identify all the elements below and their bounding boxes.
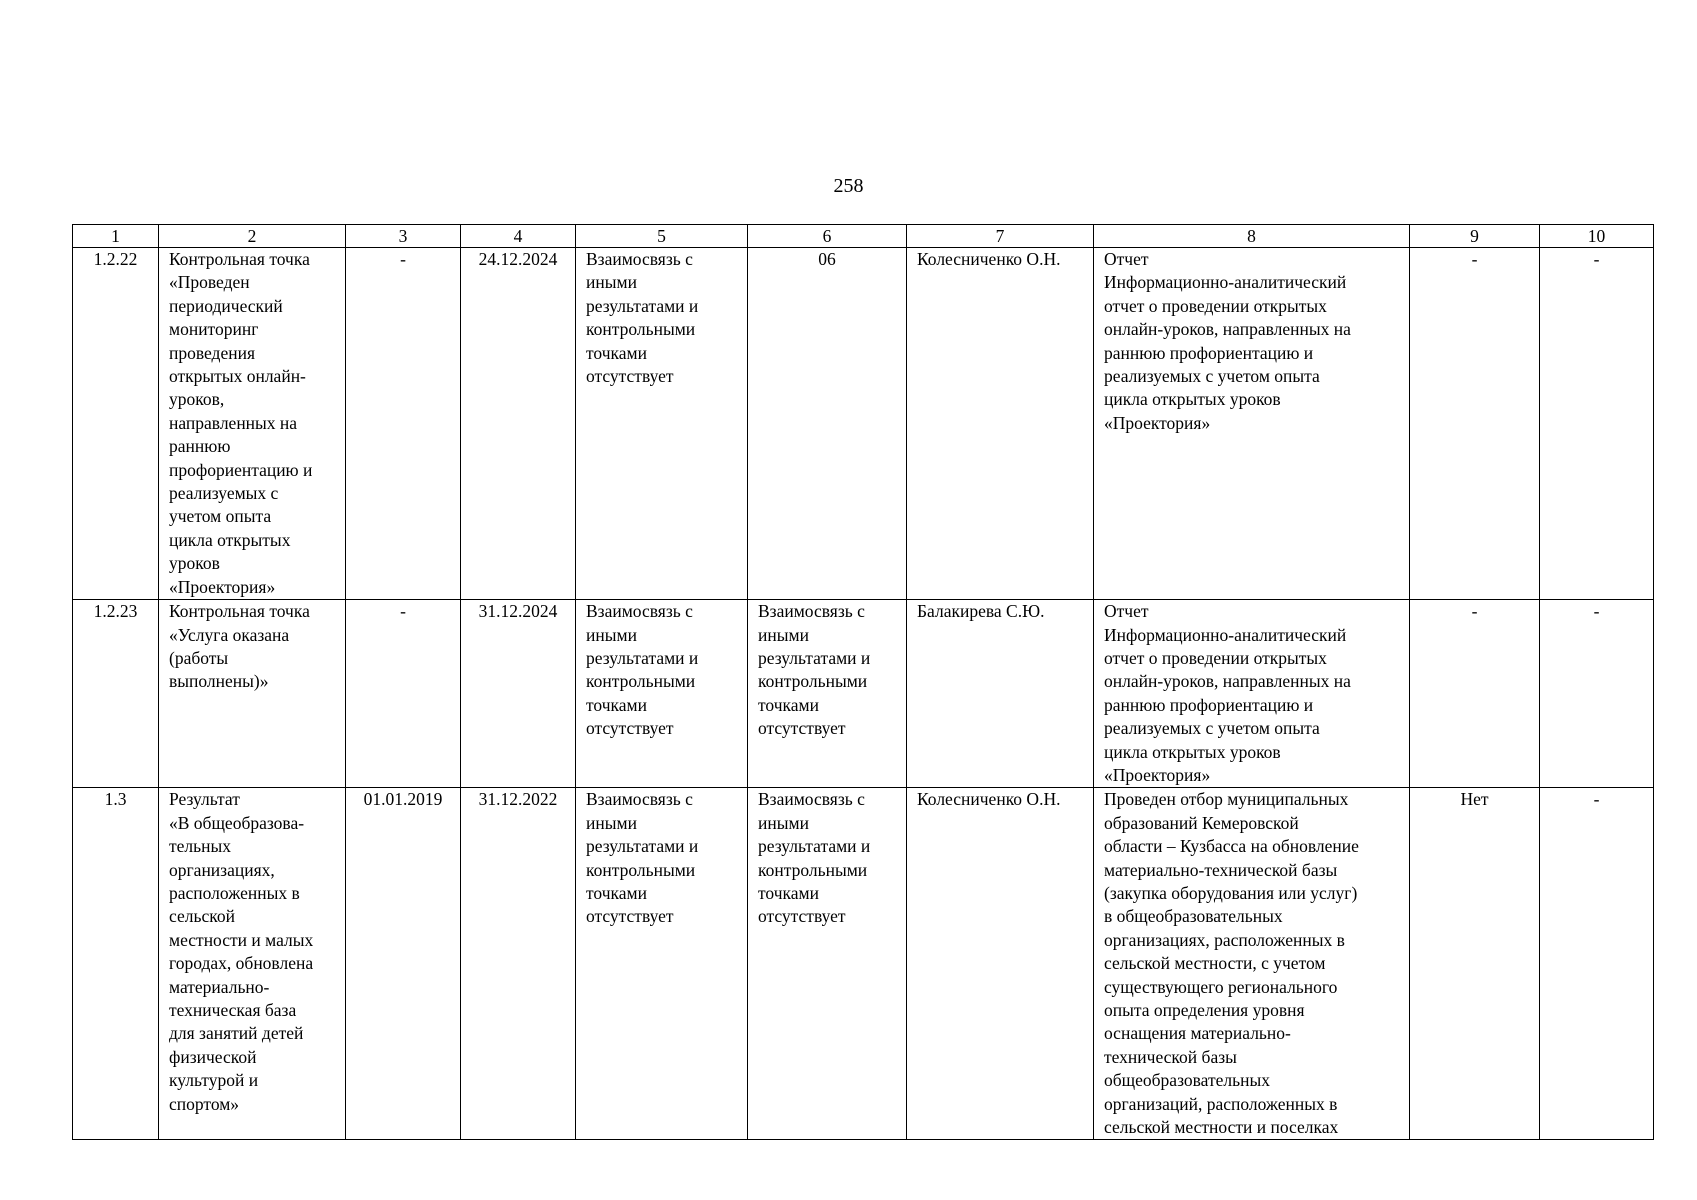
successor-link: Взаимосвязь с иными результатами и контрольными точками отсутствует [748,788,907,1140]
column-header: 1 [73,225,159,248]
row-number: 1.2.23 [73,600,159,788]
column-header: 7 [907,225,1094,248]
start-date: 01.01.2019 [346,788,461,1140]
start-date: - [346,248,461,600]
column-header: 4 [461,225,576,248]
row-number: 1.2.22 [73,248,159,600]
column-header: 9 [1410,225,1540,248]
row-number: 1.3 [73,788,159,1140]
column-header: 10 [1540,225,1654,248]
result-document: Отчет Информационно-аналитический отчет о проведении открытых онлайн-уроков, направленных на раннюю профориентацию и реализуемых с учетом опыта цикла открытых уроков «Проектория» [1094,248,1410,600]
responsible-person: Балакирева С.Ю. [907,600,1094,788]
column-9-value: - [1410,600,1540,788]
end-date: 31.12.2022 [461,788,576,1140]
item-name: Результат «В общеобразова- тельных организациях, расположенных в сельской местности и малых городах, обновлена материально- техническая база для занятий детей физической культурой и спортом» [159,788,346,1140]
successor-link: Взаимосвязь с иными результатами и контрольными точками отсутствует [748,600,907,788]
responsible-person: Колесниченко О.Н. [907,248,1094,600]
page-number: 258 [833,175,864,197]
predecessor-link: Взаимосвязь с иными результатами и контрольными точками отсутствует [576,788,748,1140]
responsible-person: Колесниченко О.Н. [907,788,1094,1140]
header-row [73,225,1654,248]
start-date: - [346,600,461,788]
result-document: Проведен отбор муниципальных образований Кемеровской области – Кузбасса на обновление материально-технической базы (закупка оборудования или услуг) в общеобразовательных организациях, расположенных в сельской местности, с учетом существующего регионального опыта определения уровня оснащения материально- технической базы общеобразовательных организаций, расположенных в сельской местности и поселках [1094,788,1410,1140]
column-10-value: - [1540,248,1654,600]
column-header: 3 [346,225,461,248]
column-header: 5 [576,225,748,248]
end-date: 31.12.2024 [461,600,576,788]
column-9-value: - [1410,248,1540,600]
successor-link: 06 [748,248,907,600]
plan-table [72,224,1654,1140]
predecessor-link: Взаимосвязь с иными результатами и контрольными точками отсутствует [576,600,748,788]
column-header: 2 [159,225,346,248]
predecessor-link: Взаимосвязь с иными результатами и контрольными точками отсутствует [576,248,748,600]
column-10-value: - [1540,600,1654,788]
item-name: Контрольная точка «Проведен периодический мониторинг проведения открытых онлайн- уроков, направленных на раннюю профориентацию и реализуемых с учетом опыта цикла открытых уроков «Проектория» [159,248,346,600]
end-date: 24.12.2024 [461,248,576,600]
item-name: Контрольная точка «Услуга оказана (работы выполнены)» [159,600,346,788]
column-9-value: Нет [1410,788,1540,1140]
column-10-value: - [1540,788,1654,1140]
table-row [73,600,1654,788]
column-header: 6 [748,225,907,248]
column-header: 8 [1094,225,1410,248]
table-row [73,788,1654,1140]
result-document: Отчет Информационно-аналитический отчет о проведении открытых онлайн-уроков, направленных на раннюю профориентацию и реализуемых с учетом опыта цикла открытых уроков «Проектория» [1094,600,1410,788]
table-row [73,248,1654,600]
